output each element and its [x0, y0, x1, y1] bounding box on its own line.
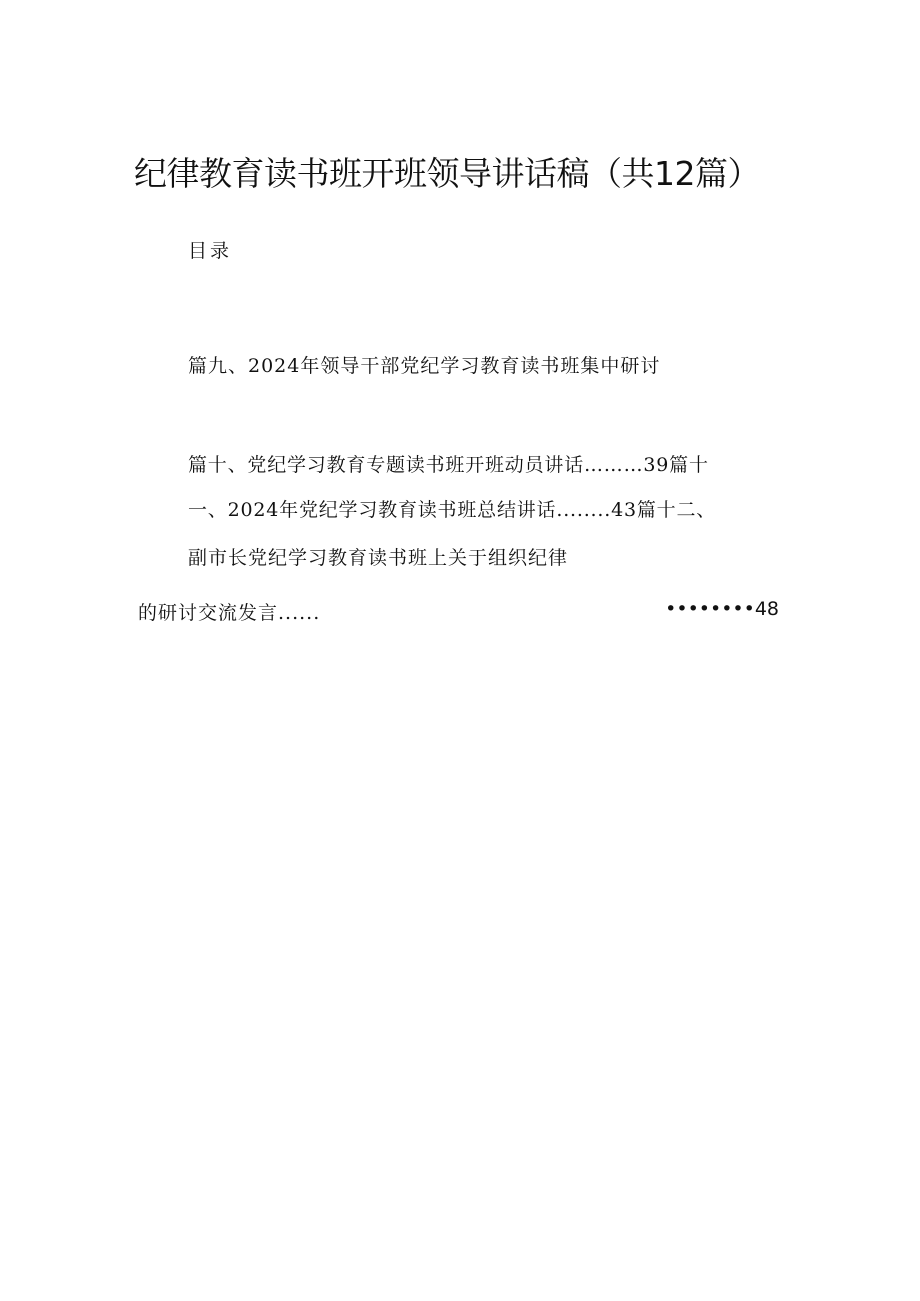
toc-line-12-part2: 的研讨交流发言...... [138, 602, 321, 624]
toc-line-9: 篇九、2024年领导干部党纪学习教育读书班集中研讨 [188, 355, 661, 377]
toc-line-10: 篇十、党纪学习教育专题读书班开班动员讲话………39篇十 [188, 454, 709, 476]
document-title: 纪律教育读书班开班领导讲话稿（共12篇） [134, 154, 760, 193]
toc-line-12-part1: 副市长党纪学习教育读书班上关于组织纪律 [188, 547, 569, 569]
toc-line-11: 一、2024年党纪学习教育读书班总结讲话........43篇十二、 [188, 499, 717, 521]
toc-heading: 目录 [188, 240, 233, 262]
toc-page-ref-48: ••••••••48 [665, 598, 779, 620]
